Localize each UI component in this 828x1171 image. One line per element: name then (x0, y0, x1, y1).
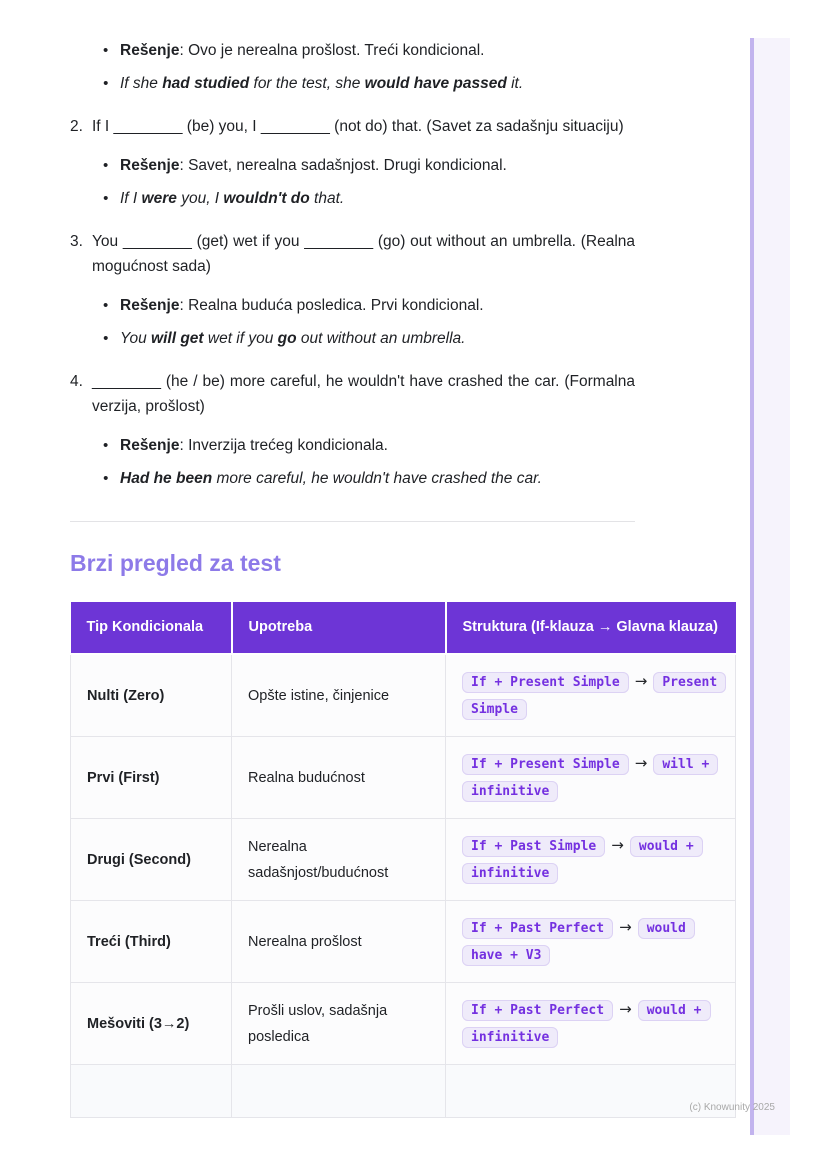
exercise-number: 2. (70, 118, 83, 135)
table-row (71, 901, 736, 983)
table-row (71, 819, 736, 901)
table-row (71, 654, 736, 737)
solution-bullet (120, 433, 635, 458)
text-segment: Had he been (120, 470, 213, 487)
code-chip: Present Simple (462, 672, 726, 720)
code-chip: would + infinitive (462, 836, 703, 884)
cell-conditional-type: Mešoviti (3→2) (71, 983, 232, 1065)
solution-bullet (120, 293, 635, 318)
cell-conditional-type: Nulti (Zero) (71, 654, 232, 737)
cell-conditional-type: Prvi (First) (71, 737, 232, 819)
cell-conditional-type: Treći (Third) (71, 901, 232, 983)
text-segment: wouldn't do (223, 190, 310, 207)
exercise-question: 3. You ________ (get) wet if you ________ (go) out without an umbrella. (Realna mogućnost sada) (70, 229, 635, 279)
table-header-cell: Upotreba (232, 602, 446, 654)
text-segment: go (277, 330, 297, 347)
exercise-number: 3. (70, 233, 83, 250)
watermark: (c) Knowunity 2025 (689, 1102, 775, 1113)
text-segment: : Ovo je nerealna prošlost. Treći kondicional. (179, 42, 485, 59)
code-chip: would + infinitive (462, 1000, 711, 1048)
summary-table-head (71, 602, 736, 654)
text-segment: more careful, he wouldn't have crashed the car. (212, 470, 542, 487)
text-segment: If I (120, 190, 142, 207)
code-chip: would have + V3 (462, 918, 695, 966)
summary-table (70, 602, 736, 1118)
text-segment: out without an umbrella. (296, 330, 466, 347)
table-row-partial (71, 1065, 736, 1118)
cell-structure (446, 654, 736, 737)
document-content (70, 30, 718, 1118)
exercise-item (70, 114, 635, 211)
table-header-cell: Struktura (If-klauza → Glavna klauza) (446, 602, 736, 654)
code-chip: will + infinitive (462, 754, 718, 802)
exercise-number: 4. (70, 373, 83, 390)
text-segment: If she (120, 75, 163, 92)
text-segment: for the test, she (249, 75, 365, 92)
text-segment: will get (151, 330, 204, 347)
page-edge-strip (750, 38, 790, 1135)
text-segment: Rešenje (120, 437, 180, 454)
solution-list (70, 38, 635, 96)
text-segment: : Savet, nerealna sadašnjost. Drugi kondicional. (179, 157, 507, 174)
code-chip: If + Past Perfect (462, 918, 613, 939)
example-bullet (120, 71, 635, 96)
code-chip: If + Present Simple (462, 672, 629, 693)
section-title: Brzi pregled za test (70, 550, 281, 576)
exercise-item (70, 369, 635, 491)
example-bullet (120, 186, 635, 211)
cell-structure (446, 901, 736, 983)
exercise-question: 2. If I ________ (be) you, I ________ (not do) that. (Savet za sadašnju situaciju) (70, 114, 635, 139)
cell-usage: Opšte istine, činjenice (232, 654, 446, 737)
solution-bullet (120, 153, 635, 178)
solution-list (70, 293, 635, 351)
text-segment: it. (506, 75, 524, 92)
cell-usage: Nerealna sadašnjost/budućnost (232, 819, 446, 901)
cell-usage: Prošli uslov, sadašnja posledica (232, 983, 446, 1065)
text-segment: would have passed (364, 75, 507, 92)
arrow-icon: → (634, 754, 648, 772)
solution-list (70, 153, 635, 211)
cell-usage: Realna budućnost (232, 737, 446, 819)
text-segment: wet if you (203, 330, 278, 347)
section-divider (70, 521, 635, 522)
text-segment: Rešenje (120, 297, 180, 314)
arrow-icon: → (611, 836, 624, 854)
table-header-row (71, 602, 736, 654)
cell-usage: Nerealna prošlost (232, 901, 446, 983)
table-row (71, 983, 736, 1065)
solution-list (70, 433, 635, 491)
page-edge-line (750, 38, 754, 1135)
exercise-item (70, 229, 635, 351)
cell-structure (446, 819, 736, 901)
cell-structure (446, 983, 736, 1065)
text-segment: : Realna buduća posledica. Prvi kondicional. (179, 297, 484, 314)
text-segment: that. (309, 190, 345, 207)
text-segment: You (120, 330, 152, 347)
bottom-fade (0, 1137, 828, 1171)
cell-structure (446, 737, 736, 819)
text-segment: Rešenje (120, 42, 180, 59)
solution-bullet (120, 38, 635, 63)
code-chip: If + Past Perfect (462, 1000, 613, 1021)
arrow-icon: → (634, 672, 648, 690)
empty-cell (71, 1065, 232, 1118)
text-segment: were (141, 190, 177, 207)
code-chip: If + Present Simple (462, 754, 629, 775)
text-segment: Rešenje (120, 157, 180, 174)
exercise-question: 4. ________ (he / be) more careful, he wouldn't have crashed the car. (Formalna verzija, prošlost) (70, 369, 635, 419)
text-segment: you, I (176, 190, 224, 207)
code-chip: If + Past Simple (462, 836, 605, 857)
arrow-icon: → (619, 1000, 632, 1018)
cell-conditional-type: Drugi (Second) (71, 819, 232, 901)
summary-table-body (71, 654, 736, 1118)
example-bullet (120, 326, 635, 351)
text-segment: : Inverzija trećeg kondicionala. (179, 437, 388, 454)
table-header-cell: Tip Kondicionala (71, 602, 232, 654)
arrow-icon: → (619, 918, 632, 936)
text-segment: had studied (162, 75, 250, 92)
table-row (71, 737, 736, 819)
empty-cell (232, 1065, 446, 1118)
example-bullet (120, 466, 635, 491)
exercise-list (70, 114, 635, 491)
